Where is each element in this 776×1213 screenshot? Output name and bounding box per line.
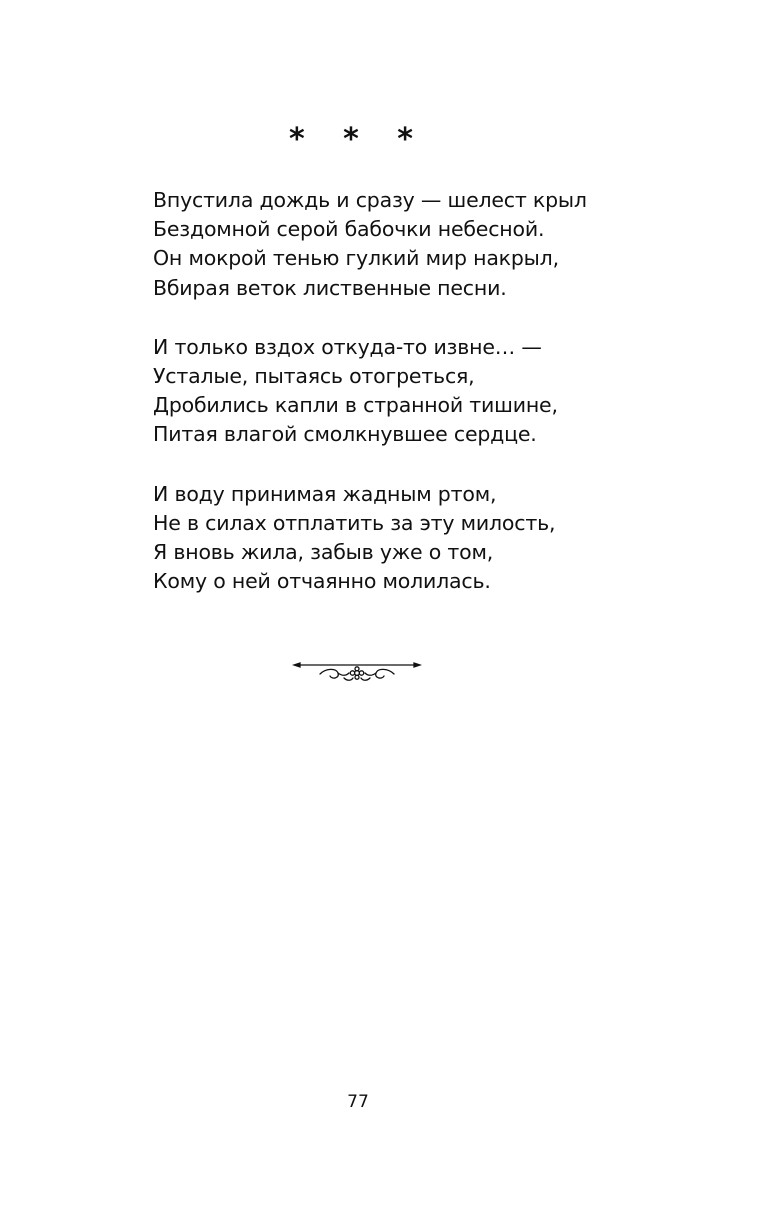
- section-separator: * * *: [289, 122, 427, 157]
- poem-line: Не в силах отплатить за эту милость,: [153, 510, 556, 535]
- stanza-3: [153, 480, 713, 597]
- poem-line: И только вздох откуда-то извне… —: [153, 334, 542, 359]
- poem-line: Кому о ней отчаянно молилась.: [153, 569, 491, 594]
- poem-line: Впустила дождь и сразу — шелест крыл: [153, 188, 587, 212]
- poem-line: Дробились капли в странной тишине,: [153, 393, 558, 418]
- poem-line: Он мокрой тенью гулкий мир накрыл,: [153, 246, 559, 271]
- poem-line: Я вновь жила, забыв уже о том,: [153, 540, 494, 565]
- poem-line: Бездомной серой бабочки небесной.: [153, 217, 545, 242]
- flourish-divider-icon: [292, 656, 422, 688]
- stanza-1: [153, 186, 713, 303]
- page-number: 77: [347, 1092, 369, 1112]
- poem: [153, 186, 713, 626]
- poem-line: Усталые, пытаясь отогреться,: [153, 364, 475, 389]
- poem-line: Питая влагой смолкнувшее сердце.: [153, 422, 537, 447]
- poem-line: Вбирая веток лиственные песни.: [153, 275, 507, 300]
- poem-line: И воду принимая жадным ртом,: [153, 481, 497, 506]
- stanza-2: [153, 333, 713, 450]
